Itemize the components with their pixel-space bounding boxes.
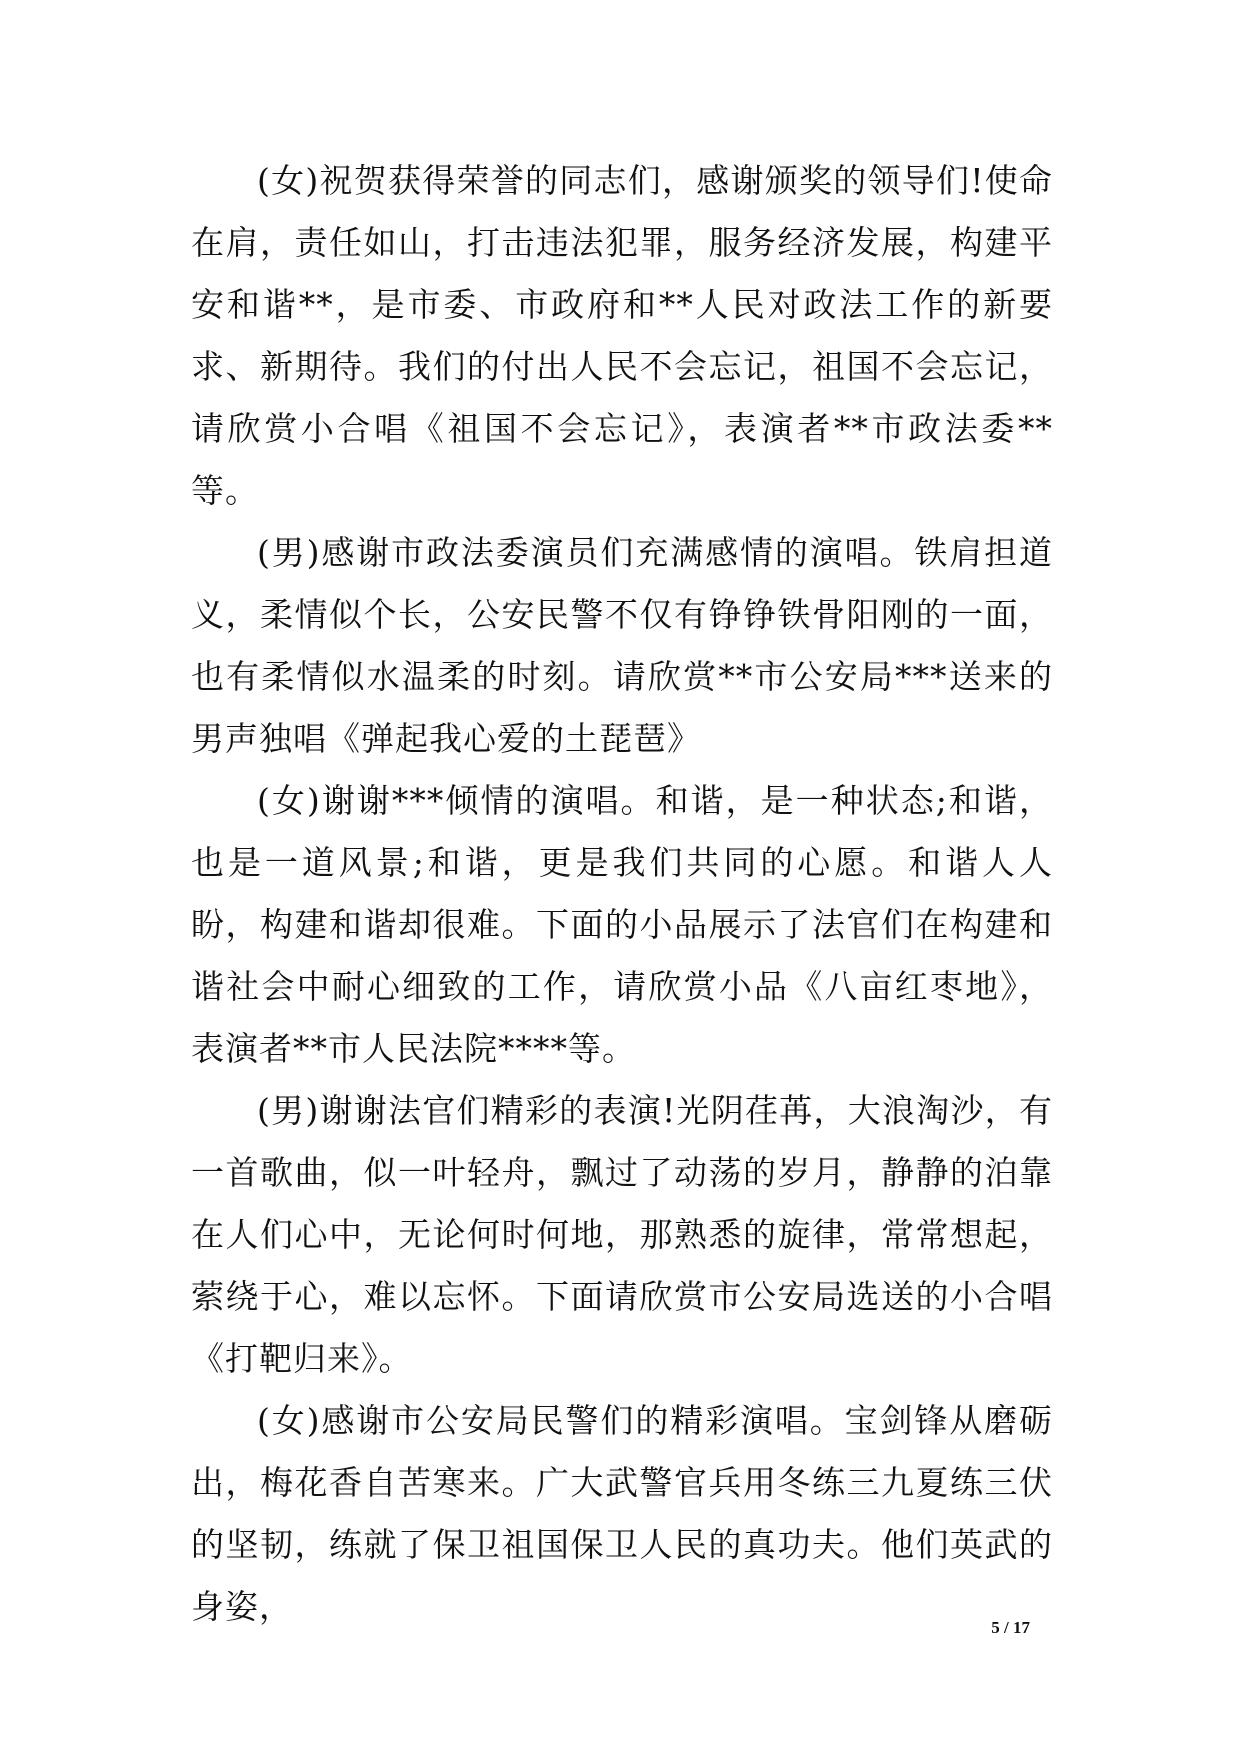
paragraph-female-host-3: (女)感谢市公安局民警们的精彩演唱。宝剑锋从磨砺出，梅花香自苦寒来。广大武警官兵用冬练三九夏练三伏的坚韧，练就了保卫祖国保卫人民的真功夫。他们英武的身姿， (191, 1401, 1053, 1626)
page-number: 5 / 17 (991, 1618, 1030, 1637)
paragraph-female-host-2: (女)谢谢***倾情的演唱。和谐，是一种状态;和谐，也是一道风景;和谐，更是我们共同的心愿。和谐人人盼，构建和谐却很难。下面的小品展示了法官们在构建和谐社会中耐心细致的工作，请欣赏小品《八亩红枣地》，表演者**市人民法院****等。 (191, 781, 1053, 1068)
paragraph-male-host-1: (男)感谢市政法委演员们充满感情的演唱。铁肩担道义，柔情似个长，公安民警不仅有铮铮铁骨阳刚的一面，也有柔情似水温柔的时刻。请欣赏**市公安局***送来的男声独唱《弹起我心爱的土琵琶》 (191, 533, 1053, 758)
paragraph-female-host-1: (女)祝贺获得荣誉的同志们，感谢颁奖的领导们!使命在肩，责任如山，打击违法犯罪，服务经济发展，构建平安和谐**，是市委、市政府和**人民对政法工作的新要求、新期待。我们的付出人民不会忘记，祖国不会忘记，请欣赏小合唱《祖国不会忘记》，表演者**市政法委**等。 (191, 161, 1053, 510)
body-text (191, 150, 1053, 1638)
paragraph-male-host-2: (男)谢谢法官们精彩的表演!光阴荏苒，大浪淘沙，有一首歌曲，似一叶轻舟，飘过了动荡的岁月，静静的泊靠在人们心中，无论何时何地，那熟悉的旋律，常常想起，萦绕于心，难以忘怀。下面请欣赏市公安局选送的小合唱《打靶归来》。 (191, 1091, 1053, 1378)
